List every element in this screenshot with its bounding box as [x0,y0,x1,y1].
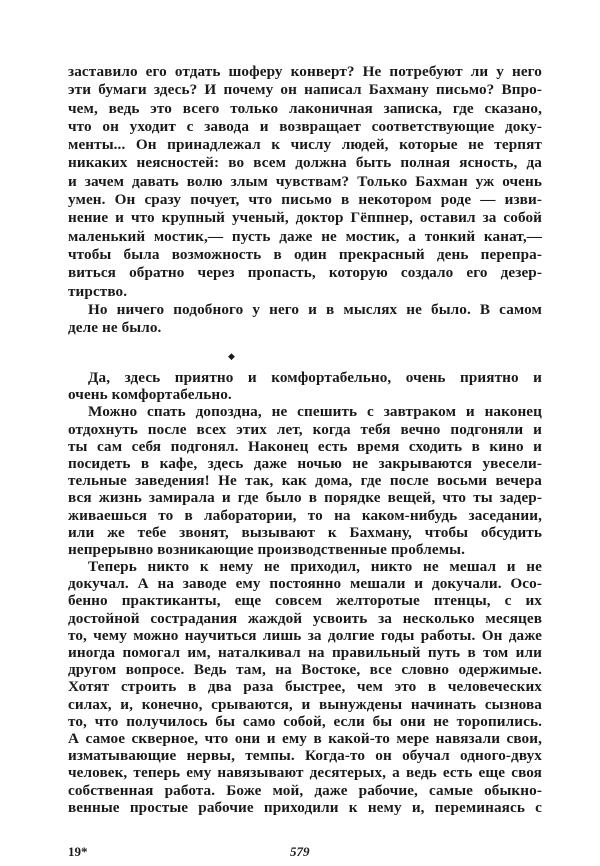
text-line: и зачем давать волю злым чувствам? Только Бахман уж очень [68,172,542,190]
text-line: отдохнуть после всех этих лет, когда тебя вечно подгоняли и [68,420,542,438]
text-line: иногда помогал им, наталкивал на правильный путь в том или [68,644,542,661]
text-section-2 [68,369,542,816]
paragraph [68,403,542,558]
text-line: виться обратно через пропасть, которую создало его дезер- [68,264,542,282]
section-break-mark: ◆ [228,351,235,361]
text-line: то, чему можно научиться лишь за долгие годы работы. Он даже [68,626,542,644]
paragraph [68,558,542,816]
text-line: то, что получилось бы само собой, если бы они не торопились. [68,712,542,730]
text-line: менты... Он принадлежал к числу людей, которые не терпят [68,136,542,154]
text-line: или же тебе звонят, вызывают к Бахману, чтобы обсудить [68,523,542,541]
text-line: никаких неясностей: во всем должна быть полная ясность, да [68,154,542,172]
text-line: чем, ведь это всего только лаконичная записка, где сказано, [68,99,542,117]
paragraph [68,301,542,338]
text-line: умен. Он сразу почует, что письмо в некотором роде — изви- [68,191,542,209]
text-line: человек, теперь ему навязывают десятерых, а ведь есть еще своя [68,764,542,782]
text-line: маленький мостик,— пусть даже не мостик, а тонкий канат,— [68,227,542,245]
paragraph [68,369,542,403]
text-line: непрерывно возникающие производственные проблемы. [68,540,465,558]
text-line: Но ничего подобного у него и в мыслях не было. В самом [88,300,542,318]
text-line: А самое скверное, что они и ему в какой-то мере навязали свои, [68,729,542,747]
text-line: венные простые рабочие приходили к нему и, переминаясь с [68,798,542,816]
text-line: Можно спать допоздна, не спешить с завтраком и наконец [88,403,542,421]
text-line: заставило его отдать шоферу конверт? Не потребуют ли у него [68,63,542,80]
text-line: Теперь никто к нему не приходил, никто не мешал и не [88,558,542,576]
paragraph [68,63,542,301]
text-line: собственная работа. Боже мой, даже рабочие, самые обыкно- [68,781,542,799]
text-section-1 [68,63,542,337]
text-line: эти бумаги здесь? И почему он написал Бахману письмо? Впро- [68,81,542,99]
text-line: другом вопросе. Ведь там, на Востоке, все словно одержимые. [68,661,542,679]
text-line: чтобы была возможность в один прекрасный день перепра- [68,245,542,263]
text-line: Да, здесь приятно и комфортабельно, очень приятно и [88,369,542,386]
text-line: бенно практиканты, еще совсем желторотые птенцы, с их [68,592,542,610]
text-line: живаешься то в лаборатории, то на каком-нибудь заседании, [68,506,542,524]
text-line: очень комфортабельно. [68,386,232,404]
page-number: 579 [290,844,310,859]
text-line: достойной сострадания жаждой усвоить за несколько месяцев [68,609,542,627]
text-line: докучал. А на заводе ему постоянно мешали и докучали. Осо- [68,575,542,593]
text-line: посидеть в кафе, здесь даже ночью не закрываются увесели- [68,454,542,472]
printer-signature-mark: 19* [68,844,88,859]
text-line: ты сам себя подгонял. Наконец есть время сходить в кино и [68,437,542,455]
text-line: нение и что крупный ученый, доктор Гёппнер, оставил за собой [68,209,542,227]
text-line: что он уходит с завода и возвращает соответствующие доку- [68,117,542,135]
text-line: вся жизнь замирала и где было в порядке вещей, что ты задер- [68,489,542,507]
text-line: тельные заведения! Не так, как дома, где после восьми вечера [68,472,542,490]
text-line: тирство. [68,282,128,300]
text-line: изматывающие нервы, темпы. Когда-то он обучал одного-двух [68,747,542,765]
text-line: деле не было. [68,319,162,337]
text-line: Хотят строить в два раза быстрее, чем это в человеческих [68,678,542,696]
text-line: силах, и, конечно, срываются, и вынуждены начинать сызнова [68,695,542,713]
